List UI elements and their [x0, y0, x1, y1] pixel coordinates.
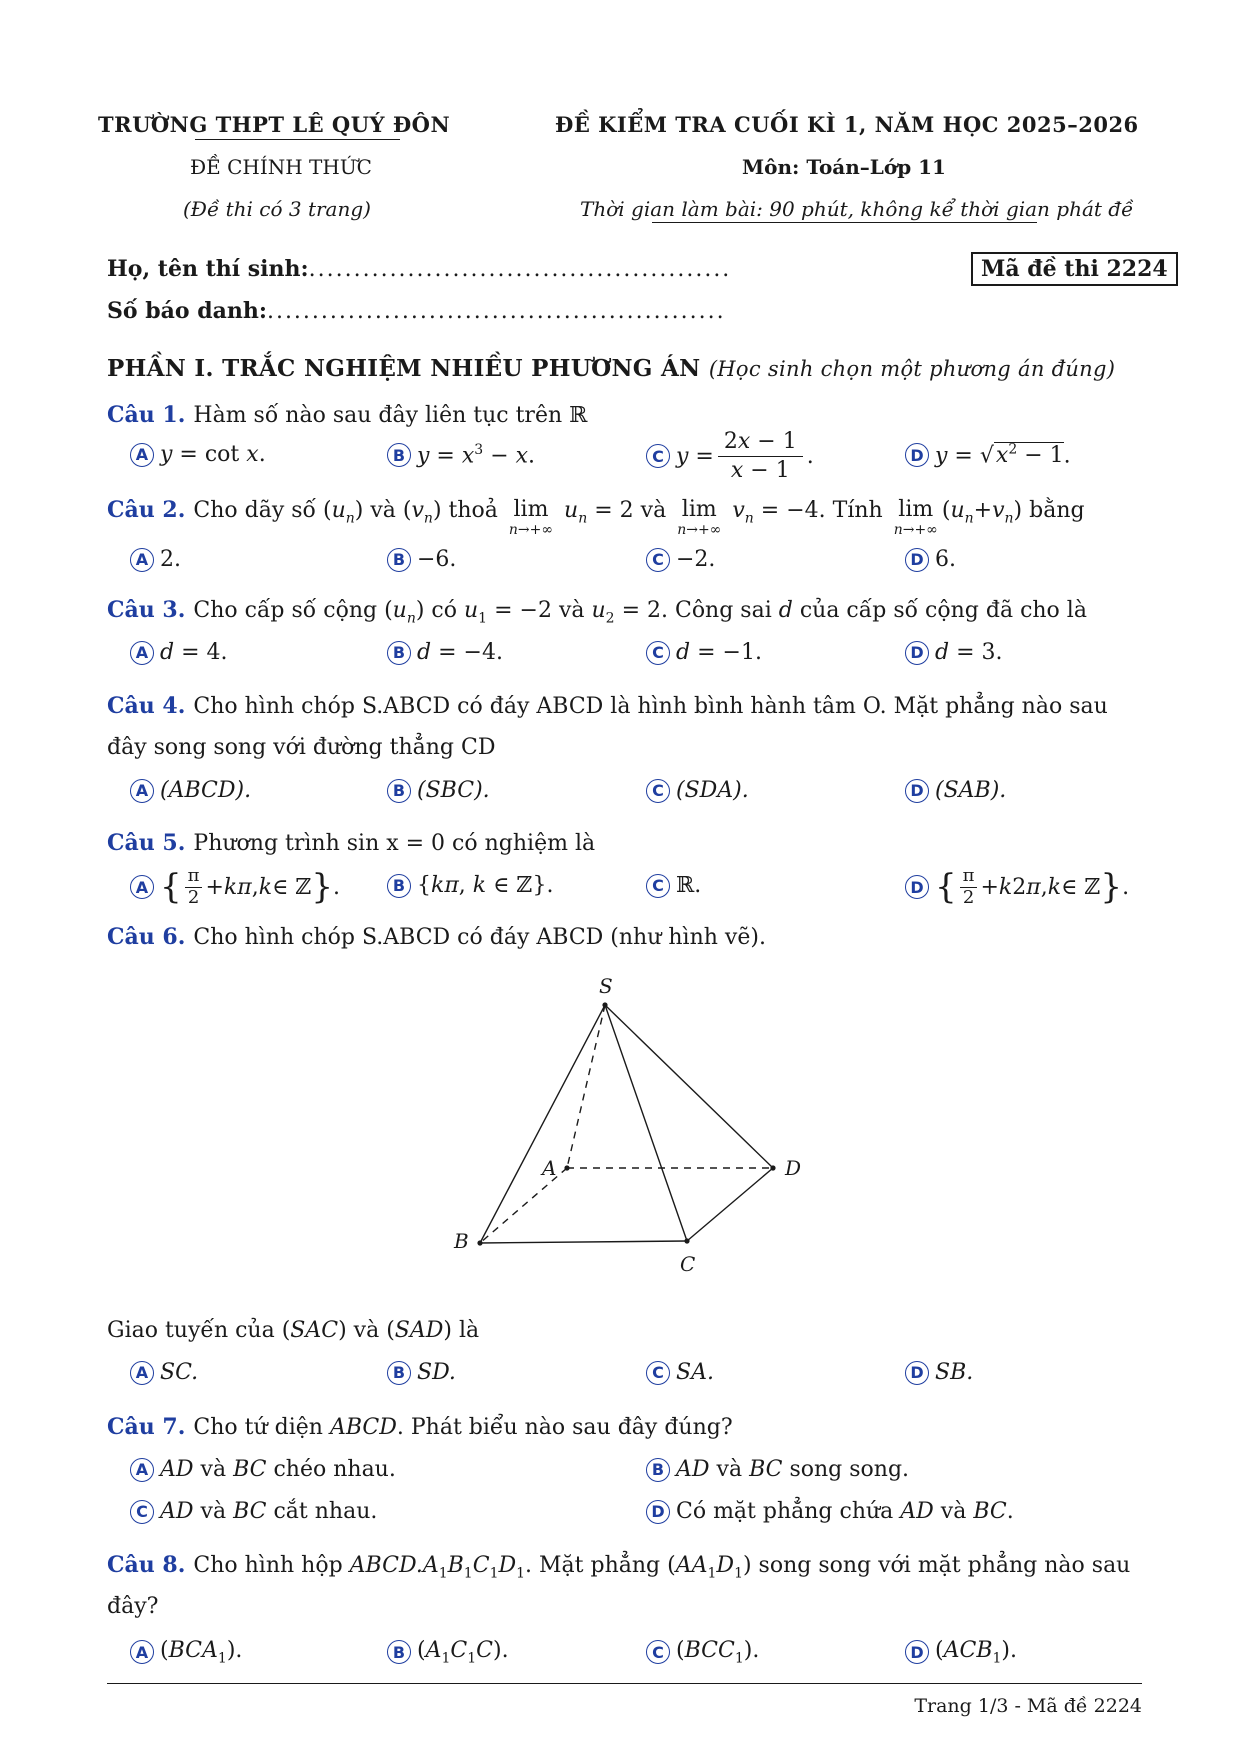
- q1-option-b[interactable]: B $y = x^3 - x$.: [387, 442, 535, 468]
- option-marker: A: [130, 1640, 154, 1664]
- option-marker: A: [130, 779, 154, 803]
- q1-option-c[interactable]: C y = $\frac{2x - 1}{x - 1}$ .: [646, 428, 814, 484]
- q5-option-c[interactable]: [646, 873, 701, 898]
- option-marker: D: [905, 641, 929, 665]
- option-marker: A: [130, 1361, 154, 1385]
- exam-code-box: Mã đề thi 2224: [971, 252, 1178, 286]
- q6-option-c[interactable]: [646, 1360, 714, 1385]
- option-marker: B: [387, 1640, 411, 1664]
- option-text: SB.: [935, 1360, 974, 1385]
- exam-title: ĐỀ KIỂM TRA CUỐI KÌ 1, NĂM HỌC 2025–2026: [555, 112, 1139, 137]
- question-text: Phương trình sin x = 0 có nghiệm là: [193, 831, 596, 856]
- option-marker: C: [646, 779, 670, 803]
- option-text: −6.: [417, 547, 457, 572]
- option-text: 6.: [935, 547, 956, 572]
- label-a: A: [542, 1156, 557, 1180]
- label-b: B: [454, 1229, 469, 1253]
- question-6-prompt: Giao tuyến của (SAC) và (SAD) là: [107, 1318, 480, 1343]
- q5-option-a[interactable]: A { $\frac{\pi}{2}$ + kπ , k ∈ ℤ } .: [130, 866, 340, 908]
- edge-sc: [605, 1005, 687, 1241]
- option-marker: C: [646, 444, 670, 468]
- question-label: Câu 4.: [107, 693, 186, 719]
- q8-option-a[interactable]: A $(BCA_1)$.: [130, 1638, 242, 1666]
- label-s: S: [599, 975, 613, 998]
- option-marker: D: [646, 1500, 670, 1524]
- q3-option-a[interactable]: A d = 4.: [130, 640, 228, 665]
- q7-option-c[interactable]: C AD và BC cắt nhau.: [130, 1499, 377, 1524]
- option-marker: C: [646, 1640, 670, 1664]
- question-label: Câu 2.: [107, 497, 186, 523]
- question-label: Câu 1.: [107, 402, 186, 428]
- question-text: Cho hình chóp S.ABCD có đáy ABCD là hình bình hành tâm O. Mặt phẳng nào sau: [193, 694, 1108, 719]
- q4-option-b[interactable]: [387, 778, 490, 803]
- q4-option-d[interactable]: [905, 778, 1006, 803]
- vertex-c: [684, 1238, 689, 1243]
- q6-option-d[interactable]: [905, 1360, 973, 1385]
- question-4: [107, 693, 1108, 719]
- option-marker: C: [646, 1361, 670, 1385]
- edge-bc: [480, 1241, 687, 1243]
- option-marker: C: [646, 548, 670, 572]
- option-marker: D: [905, 1361, 929, 1385]
- q8-option-d[interactable]: D $(ACB_1)$.: [905, 1638, 1017, 1666]
- q8-option-c[interactable]: C $(BCC_1)$.: [646, 1638, 759, 1666]
- section-title: [107, 355, 1115, 382]
- page-footer: Trang 1/3 - Mã đề 2224: [914, 1695, 1142, 1717]
- edge-sa: [567, 1005, 605, 1168]
- q7-option-a[interactable]: A AD và BC chéo nhau.: [130, 1457, 396, 1482]
- option-text: (SBC).: [417, 778, 490, 803]
- label-d: D: [785, 1156, 802, 1180]
- question-8: Câu 8. Cho hình hộp $ABCD.A_1B_1C_1D_1$. Mặt phẳng $(AA_1D_1)$ song song với mặt phẳng nào sau: [107, 1552, 1131, 1582]
- question-8-continued: đây?: [107, 1594, 159, 1619]
- school-underline: [195, 139, 400, 140]
- q2-option-d[interactable]: [905, 547, 956, 572]
- q6-option-a[interactable]: [130, 1360, 198, 1385]
- option-marker: B: [387, 874, 411, 898]
- question-text: Hàm số nào sau đây liên tục trên ℝ: [193, 403, 588, 428]
- option-text: ℝ.: [676, 873, 702, 898]
- q2-option-a[interactable]: [130, 547, 181, 572]
- option-marker: B: [387, 779, 411, 803]
- question-4-continued: đây song song với đường thẳng CD: [107, 735, 496, 760]
- option-marker: A: [130, 875, 154, 899]
- option-marker: B: [646, 1458, 670, 1482]
- q3-option-d[interactable]: D d = 3.: [905, 640, 1003, 665]
- option-marker: A: [130, 641, 154, 665]
- q3-option-b[interactable]: B d = −4.: [387, 640, 503, 665]
- option-marker: B: [387, 641, 411, 665]
- edge-cd: [687, 1168, 773, 1241]
- option-marker: B: [387, 1361, 411, 1385]
- q1-option-d[interactable]: D $y = √x^2 - 1$.: [905, 442, 1071, 468]
- option-marker: D: [905, 443, 929, 467]
- option-text: −2.: [676, 547, 716, 572]
- q5-option-b[interactable]: B {kπ, k ∈ ℤ}.: [387, 873, 553, 898]
- question-1: [107, 402, 587, 428]
- footer-rule: [107, 1683, 1142, 1684]
- question-7: Câu 7. Cho tứ diện ABCD. Phát biểu nào sau đây đúng?: [107, 1414, 733, 1440]
- option-text: (ABCD).: [160, 778, 252, 803]
- question-3: Câu 3. Cho cấp số cộng $(u_n)$ có $u_1 = -2$ và $u_2 = 2$. Công sai d của cấp số cộng đã cho là: [107, 597, 1087, 627]
- time-underline: [652, 222, 1037, 223]
- section-title-text: PHẦN I. TRẮC NGHIỆM NHIỀU PHƯƠNG ÁN: [107, 355, 701, 382]
- time-note: Thời gian làm bài: 90 phút, không kể thời gian phát đề: [580, 197, 1134, 221]
- q2-option-c[interactable]: [646, 547, 715, 572]
- option-marker: A: [130, 443, 154, 467]
- option-marker: D: [905, 875, 929, 899]
- option-marker: D: [905, 1640, 929, 1664]
- question-label: Câu 7.: [107, 1414, 186, 1440]
- student-name-label: Họ, tên thí sinh:: [107, 256, 309, 282]
- q4-option-c[interactable]: [646, 778, 749, 803]
- option-text: SD.: [417, 1360, 456, 1385]
- vertex-d: [770, 1165, 775, 1170]
- label-c: C: [680, 1252, 696, 1275]
- section-note: (Học sinh chọn một phương án đúng): [708, 357, 1116, 381]
- question-label: Câu 6.: [107, 924, 186, 950]
- question-5: [107, 830, 595, 856]
- q6-option-b[interactable]: [387, 1360, 456, 1385]
- option-marker: C: [646, 874, 670, 898]
- option-marker: B: [387, 443, 411, 467]
- student-id-field[interactable]: Số báo danh:...................................................: [107, 298, 726, 324]
- option-marker: A: [130, 1458, 154, 1482]
- option-marker: C: [130, 1500, 154, 1524]
- edge-sd: [605, 1005, 773, 1168]
- option-marker: D: [905, 779, 929, 803]
- q4-option-a[interactable]: [130, 778, 251, 803]
- school-name: TRƯỜNG THPT LÊ QUÝ ĐÔN: [98, 112, 451, 137]
- option-marker: A: [130, 548, 154, 572]
- edge-sb: [480, 1005, 605, 1243]
- q2-option-b[interactable]: [387, 547, 456, 572]
- question-text: Cho hình chóp S.ABCD có đáy ABCD (như hình vẽ).: [193, 925, 766, 950]
- vertex-s: [602, 1002, 607, 1007]
- option-marker: D: [905, 548, 929, 572]
- vertex-a: [564, 1165, 569, 1170]
- option-text: (SDA).: [676, 778, 749, 803]
- question-label: Câu 3.: [107, 597, 186, 623]
- option-marker: B: [387, 548, 411, 572]
- q1-option-a[interactable]: A y = cot x.: [130, 442, 266, 467]
- official-label: ĐỀ CHÍNH THỨC: [190, 155, 372, 179]
- question-label: Câu 8.: [107, 1552, 186, 1578]
- question-2: Câu 2. Cho dãy số $(u_n)$ và $(v_n)$ thoả lim n→+∞ $u_n = 2$ và lim n→+∞ $v_n = -4$. Tính lim n→+∞ $(u_n+v_n)$ bằng: [107, 497, 1085, 539]
- student-id-label: Số báo danh:: [107, 298, 267, 324]
- option-text: 2.: [160, 547, 181, 572]
- student-name-field[interactable]: Họ, tên thí sinh:...............................................: [107, 256, 732, 282]
- option-text: SA.: [676, 1360, 714, 1385]
- option-text: SC.: [160, 1360, 199, 1385]
- q8-option-b[interactable]: B $(A_1C_1C)$.: [387, 1638, 509, 1666]
- question-label: Câu 5.: [107, 830, 186, 856]
- vertex-b: [477, 1240, 482, 1245]
- pyramid-figure: [440, 975, 820, 1275]
- pages-note: (Đề thi có 3 trang): [183, 197, 371, 221]
- question-6: [107, 924, 766, 950]
- subject-label: Môn: Toán–Lớp 11: [742, 155, 946, 179]
- q7-option-b[interactable]: B AD và BC song song.: [646, 1457, 909, 1482]
- q7-option-d[interactable]: D Có mặt phẳng chứa AD và BC.: [646, 1499, 1014, 1524]
- q5-option-d[interactable]: D { $\frac{\pi}{2}$ + k 2 π , k ∈ ℤ } .: [905, 866, 1129, 908]
- option-text: (SAB).: [935, 778, 1007, 803]
- option-marker: C: [646, 641, 670, 665]
- q3-option-c[interactable]: C d = −1.: [646, 640, 762, 665]
